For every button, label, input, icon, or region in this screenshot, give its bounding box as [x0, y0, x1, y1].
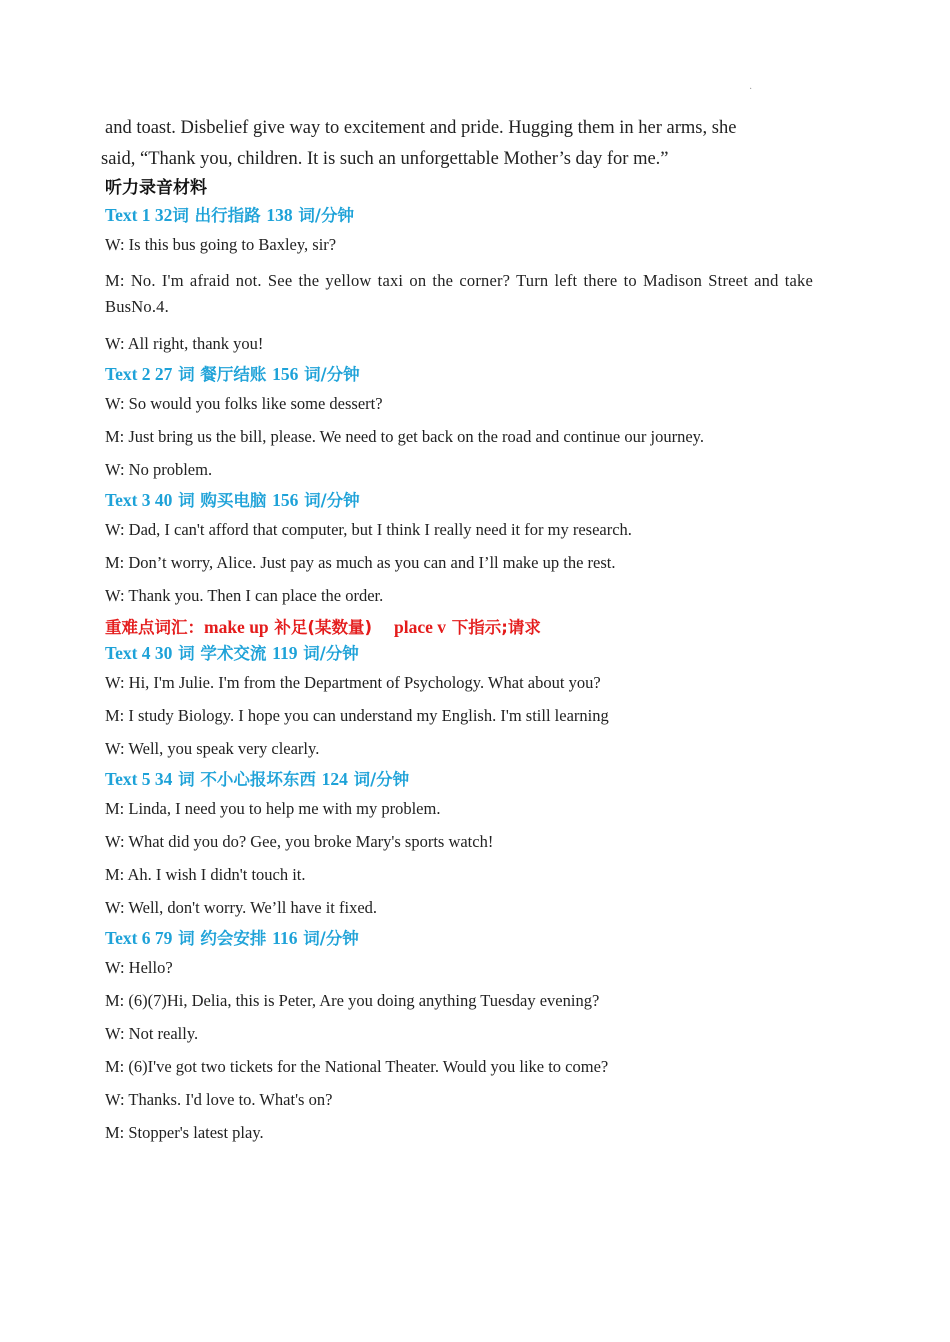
text-4-line-2: M: I study Biology. I hope you can understand my English. I'm still learning [105, 706, 609, 725]
vocab-term-2: place v [394, 617, 447, 637]
text-6-line-4: M: (6)I've got two tickets for the National Theater. Would you like to come? [105, 1057, 609, 1076]
page-mark: · [749, 84, 753, 95]
text-2-line-2: M: Just bring us the bill, please. We need to get back on the road and continue our journey. [105, 427, 704, 446]
text-5-line-2: W: What did you do? Gee, you broke Mary's sports watch! [105, 832, 494, 851]
text-3-heading-en: Text 3 40 [105, 490, 173, 510]
text-1-line-3: W: All right, thank you! [105, 334, 264, 353]
text-1-line-2: M: No. I'm afraid not. See the yellow taxi on the corner? Turn left there to Madison Street and take BusNo.4. [105, 271, 813, 316]
text-4-heading-cn: 词 学术交流 [172, 644, 273, 663]
text-2-heading [105, 364, 360, 385]
text-5-heading-rate: 124 [321, 769, 348, 789]
vocab-def-1: 补足(某数量) [268, 618, 372, 637]
vocab-def-2: 下指示;请求 [446, 618, 541, 637]
text-6-heading-rate: 116 [272, 928, 298, 948]
text-3-heading-unit: 词/分钟 [298, 491, 360, 510]
text-1-heading-rate: 138 [266, 205, 293, 225]
text-1-heading-unit: 词/分钟 [292, 206, 354, 225]
text-1-heading [105, 205, 354, 226]
text-5-line-4: W: Well, don't worry. We’ll have it fixed. [105, 898, 378, 917]
text-6-heading-unit: 词/分钟 [297, 929, 359, 948]
text-1-heading-cn: 词 出行指路 [172, 206, 267, 225]
text-4-heading-rate: 119 [272, 643, 298, 663]
text-5-heading [105, 769, 409, 790]
vocab-term-1: make up [204, 617, 269, 637]
text-1-heading-en: Text 1 32 [105, 205, 173, 225]
text-1-line-1: W: Is this bus going to Baxley, sir? [105, 235, 337, 254]
text-5-line-1: M: Linda, I need you to help me with my problem. [105, 799, 441, 818]
section-title: 听力录音材料 [105, 178, 207, 198]
text-6-line-2: M: (6)(7)Hi, Delia, this is Peter, Are you doing anything Tuesday evening? [105, 991, 600, 1010]
text-5-line-3: M: Ah. I wish I didn't touch it. [105, 865, 306, 884]
text-6-line-1: W: Hello? [105, 958, 173, 977]
text-6-heading-en: Text 6 79 [105, 928, 173, 948]
intro-line-2: said, “Thank you, children. It is such an unforgettable Mother’s day for me.” [101, 149, 669, 169]
text-2-heading-unit: 词/分钟 [298, 365, 360, 384]
text-6-heading [105, 928, 359, 949]
text-6-line-5: W: Thanks. I'd love to. What's on? [105, 1090, 333, 1109]
text-3-line-3: W: Thank you. Then I can place the order. [105, 586, 384, 605]
text-2-heading-cn: 词 餐厅结账 [172, 365, 273, 384]
text-5-heading-en: Text 5 34 [105, 769, 173, 789]
text-2-line-3: W: No problem. [105, 460, 213, 479]
text-2-line-1: W: So would you folks like some dessert? [105, 394, 383, 413]
text-6-line-3: W: Not really. [105, 1024, 199, 1043]
text-3-heading-cn: 词 购买电脑 [172, 491, 273, 510]
text-2-heading-en: Text 2 27 [105, 364, 173, 384]
text-6-heading-cn: 词 约会安排 [172, 929, 273, 948]
text-3-heading [105, 490, 360, 511]
text-4-heading-en: Text 4 30 [105, 643, 173, 663]
text-4-line-3: W: Well, you speak very clearly. [105, 739, 320, 758]
vocab-note [105, 617, 541, 638]
text-6-line-6: M: Stopper's latest play. [105, 1123, 264, 1142]
text-2-heading-rate: 156 [272, 364, 299, 384]
intro-line-1: and toast. Disbelief give way to excitement and pride. Hugging them in her arms, she [105, 118, 737, 138]
text-5-heading-cn: 词 不小心报坏东西 [172, 770, 322, 789]
text-4-line-1: W: Hi, I'm Julie. I'm from the Department of Psychology. What about you? [105, 673, 601, 692]
text-3-line-2: M: Don’t worry, Alice. Just pay as much as you can and I’ll make up the rest. [105, 553, 616, 572]
text-3-line-1: W: Dad, I can't afford that computer, but I think I really need it for my research. [105, 520, 632, 539]
text-4-heading [105, 643, 359, 664]
text-4-heading-unit: 词/分钟 [297, 644, 359, 663]
vocab-label: 重难点词汇： [105, 618, 204, 637]
text-3-heading-rate: 156 [272, 490, 299, 510]
text-5-heading-unit: 词/分钟 [347, 770, 410, 789]
